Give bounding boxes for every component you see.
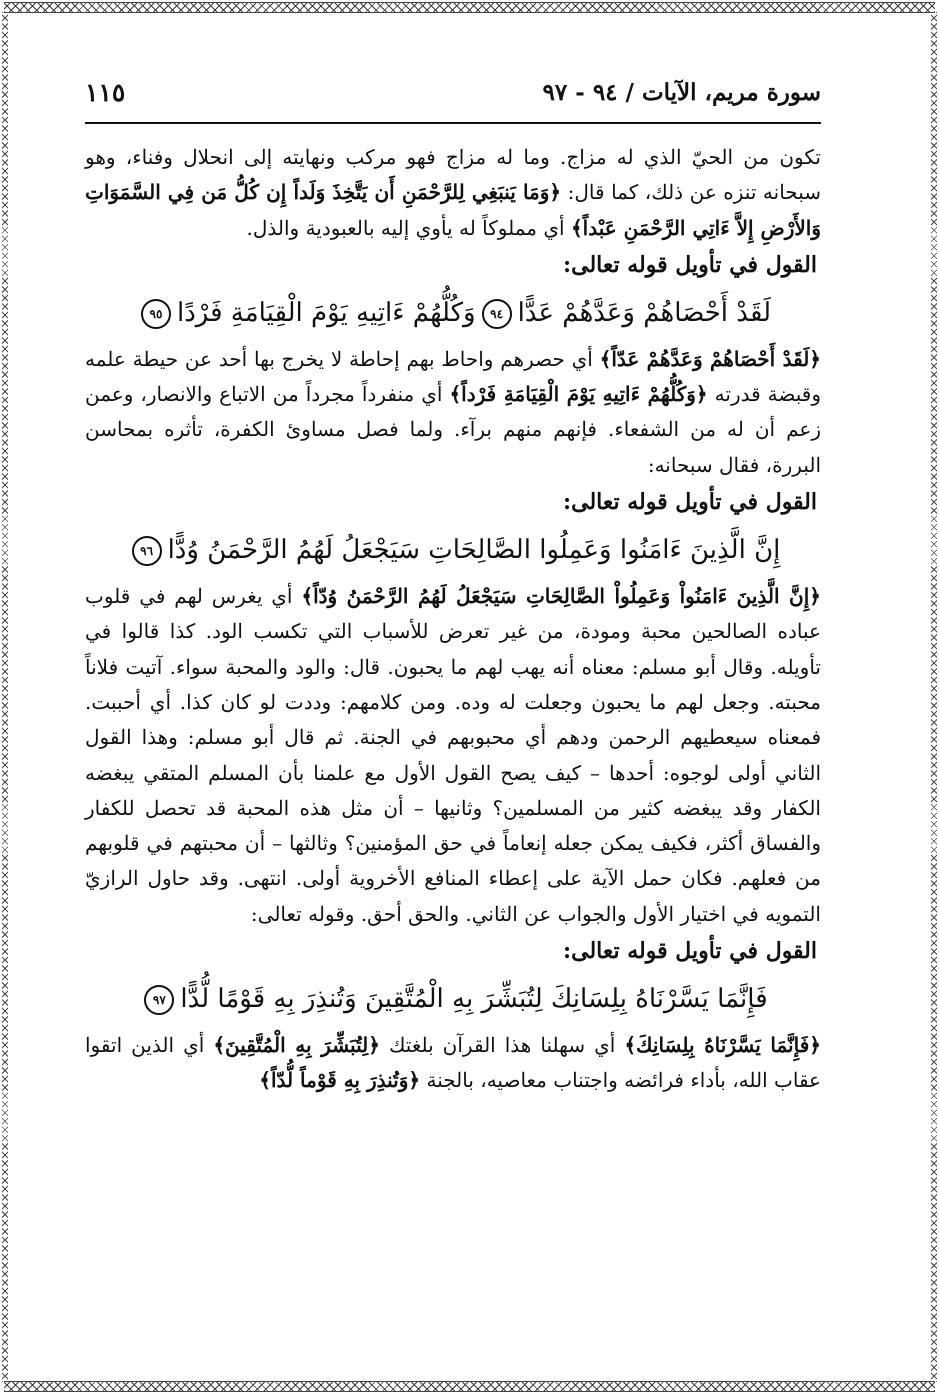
section2-quote-1: ﴿إِنَّ الَّذِينَ ءَامَنُواْ وَعَمِلُواْ الصَّالِحَاتِ سَيَجْعَلُ لَهُمُ الرَّحْمَنُ وُدّاً﴾ [301, 584, 821, 609]
ayah-number-97: ٩٧ [144, 985, 174, 1015]
section1-text-2: أي منفرداً مجرداً من الاتباع والانصار، وعمن زعم أن له من الشفعاء. فإنهم منهم برآء. ولما فصل مساوئ الكفرة، تأثره بمحاسن البررة، فقال سبحانه: [85, 382, 821, 477]
intro-paragraph [85, 140, 821, 246]
ayah-number-94: ٩٤ [482, 299, 512, 329]
verse-97-text: فَإِنَّمَا يَسَّرْنَاهُ بِلِسَانِكَ لِتُبَشِّرَ بِهِ الْمُتَّقِينَ وَتُنذِرَ بِهِ قَوْمًا لُّدًّا [180, 984, 768, 1015]
left-ornamental-border [2, 12, 8, 1382]
section3-quote-2: ﴿لِتُبَشِّرَ بِهِ الْمُتَّقِينَ﴾ [213, 1033, 380, 1058]
section1-heading: القول في تأويل قوله تعالى: [563, 251, 817, 278]
verse-95-text: وَكُلُّهُمْ ءَاتِيهِ يَوْمَ الْقِيَامَةِ فَرْدًا [176, 297, 476, 328]
ayah-number-95: ٩٥ [141, 299, 171, 329]
intro-text-2: أي مملوكاً له يأوي إليه بالعبودية والذل. [246, 215, 571, 240]
section3-heading: القول في تأويل قوله تعالى: [563, 938, 817, 965]
section2-text-1: أي يغرس لهم في قلوب عباده الصالحين محبة ومودة، من غير تعرض للأسباب التي تكسب الود. كذا قالوا في تأويله. وقال أبو مسلم: معناه أنه يهب لهم ما يحبون. قال: والود والمحبة سواء. آتيت فلاناً محبته. وجعل لهم ما يحبون وجعلت له وده. ومن كلامهم: وددت لو كان كذا. أي أحببت. فمعناه سيعطيهم الرحمن ودهم أي محبوبهم في الجنة. ثم قال أبو مسلم: وهذا القول الثاني أولى لوجوه: أحدها – كيف يصح القول الأول مع علمنا بأن المسلم المتقي يبغضه الكفار وقد يبغضه كثير من المسلمين؟ وثانيها – أن مثل هذه المحبة قد تحصل للكفار والفساق أكثر، فكيف يمكن جعله إنعاماً في حق المؤمنين؟ وثالثها – أن محبتهم في قلوبهم من فعلهم. فكان حمل الآية على إعطاء المنافع الأخروية أولى. انتهى. وقد حاول الرازيّ التمويه في اختيار الأول والجواب عن الثاني. والحق أحق. وقوله تعالى: [85, 584, 822, 926]
section1-quote-1: ﴿لَقَدْ أَحْصَاهُمْ وَعَدَّهُمْ عَدّاً﴾ [599, 346, 822, 371]
section2-commentary [85, 579, 821, 932]
section2-verse [85, 521, 821, 579]
section3-quote-3: ﴿وَتُنذِرَ بِهِ قَوْماً لُّدّاً﴾ [259, 1068, 421, 1093]
section2-heading: القول في تأويل قوله تعالى: [563, 489, 817, 516]
verse-96-text: إِنَّ الَّذِينَ ءَامَنُوا وَعَمِلُوا الصَّالِحَاتِ سَيَجْعَلُ لَهُمُ الرَّحْمَنُ وُدًّا [167, 535, 781, 566]
running-title: سورة مريم، الآيات / ٩٤ - ٩٧ [542, 79, 821, 106]
page-number: ١١٥ [85, 78, 126, 107]
top-ornamental-border [4, 2, 935, 13]
section1-text-1: أي حصرهم واحاط بهم إحاطة لا يخرج بها أحد عن حيطة علمه وقبضة قدرته [85, 346, 821, 407]
section1-verse [85, 284, 821, 342]
intro-text-1: تكون من الحيّ الذي له مزاج. وما له مزاج فهو مركب ونهايته إلى انحلال وفناء، وهو سبحانه تنزه عن ذلك، كما قال: [85, 145, 821, 205]
section3-quote-1: ﴿فَإِنَّمَا يَسَّرْنَاهُ بِلِسَانِكَ﴾ [624, 1033, 821, 1058]
right-ornamental-border [931, 12, 937, 1382]
section3-text-1: أي سهلنا هذا القرآن بلغتك [379, 1033, 625, 1058]
page-header [85, 78, 821, 124]
section1-commentary [85, 342, 821, 483]
ayah-number-96: ٩٦ [132, 536, 162, 566]
section3-commentary [85, 1028, 821, 1099]
section1-quote-2: ﴿وَكُلُّهُمْ ءَاتِيهِ يَوْمَ الْقِيَامَةِ فَرْداً﴾ [449, 382, 708, 407]
page-body [85, 140, 821, 1099]
bottom-ornamental-border [4, 1381, 935, 1392]
section3-verse [85, 970, 821, 1028]
verse-94-text: لَقَدْ أَحْصَاهُمْ وَعَدَّهُمْ عَدًّا [517, 297, 772, 328]
intro-quote: ﴿وَمَا يَنبَغِي لِلرَّحْمَنِ أَن يَتَّخِذَ وَلَداً إِن كُلُّ مَن فِي السَّمَوَاتِ وَالأَرْضِ إِلاَّ ءَاتِي الرَّحْمَنِ عَبْداً﴾ [85, 180, 821, 240]
section3-text-2: أي الذين اتقوا عقاب الله، بأداء فرائضه واجتناب معاصيه، بالجنة [85, 1033, 821, 1093]
